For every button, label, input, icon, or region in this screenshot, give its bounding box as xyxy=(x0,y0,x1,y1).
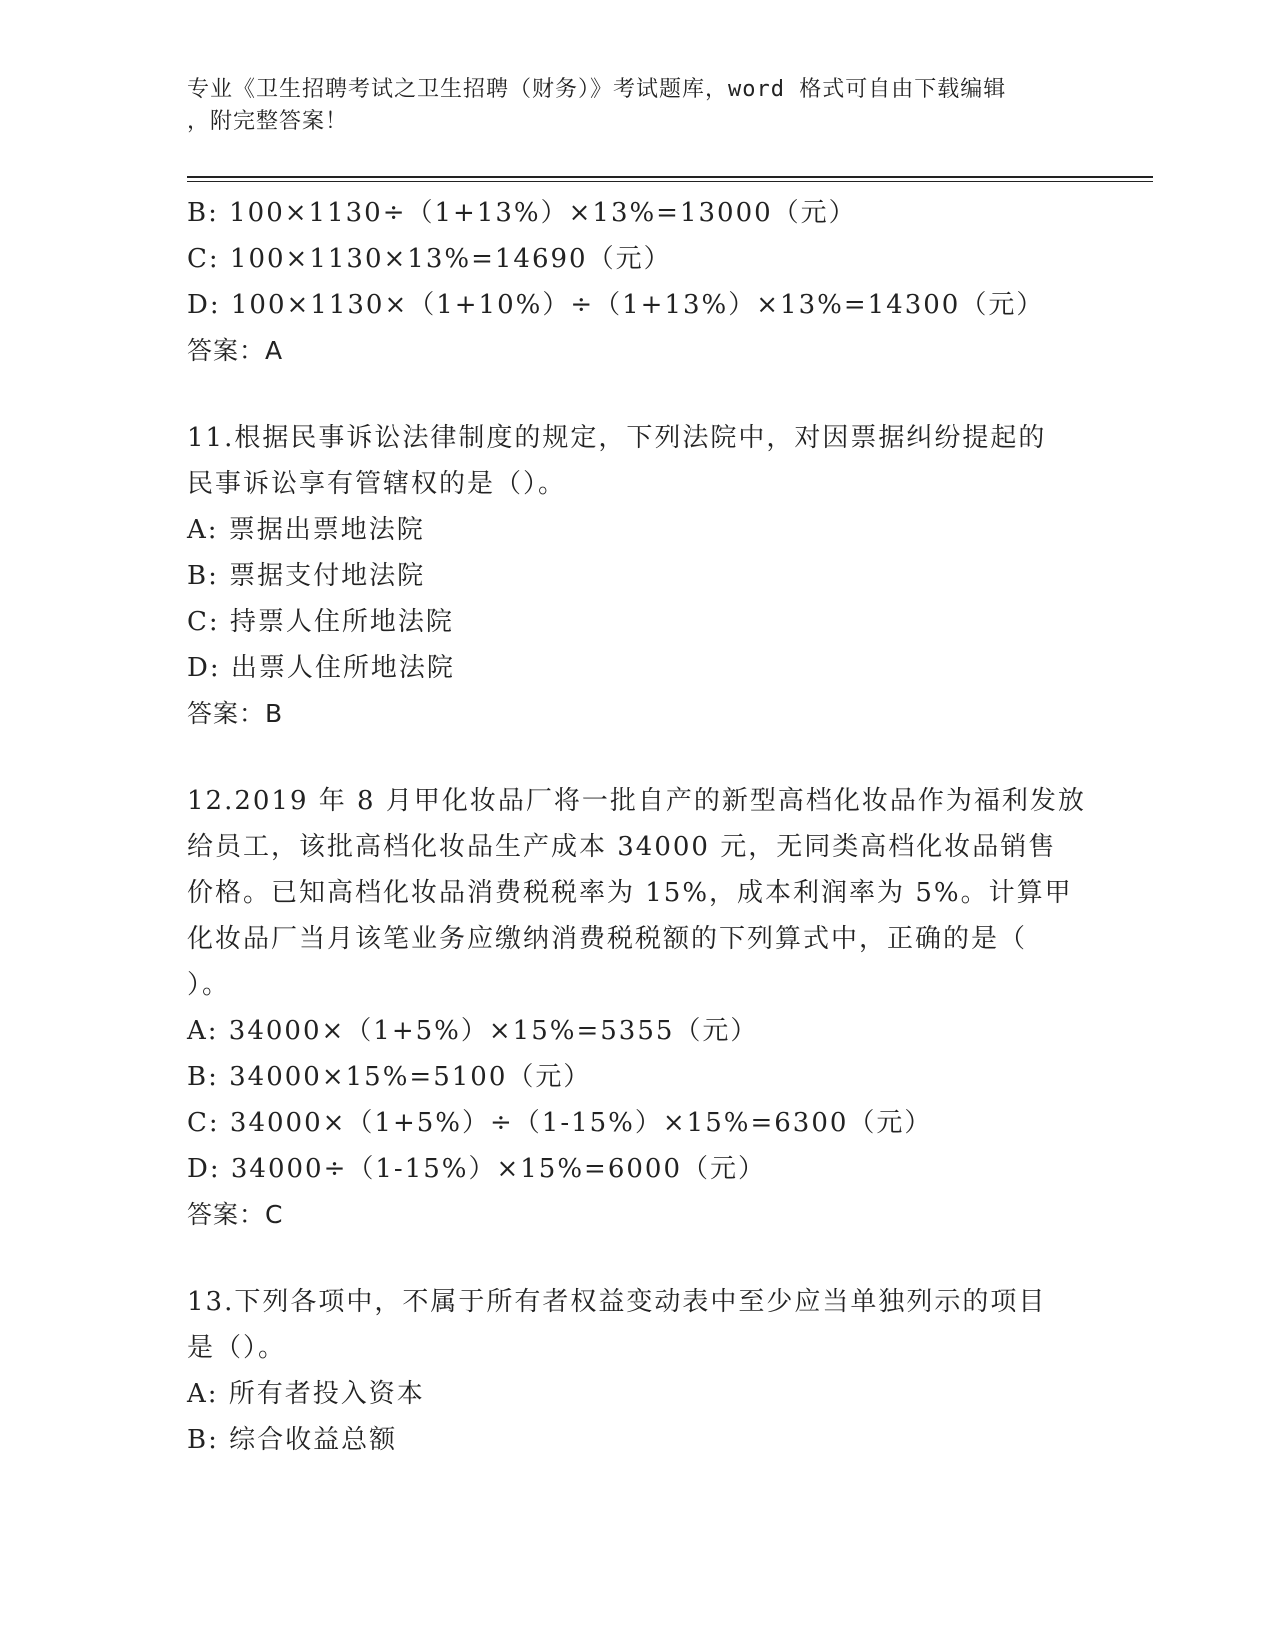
header-divider-bottom xyxy=(187,181,1153,182)
question-text-line: 13.下列各项中，不属于所有者权益变动表中至少应当单独列示的项目 xyxy=(187,1287,1047,1317)
option-b: B: 34000×15%=5100（元） xyxy=(187,1062,592,1092)
option-b: B: 票据支付地法院 xyxy=(187,561,426,591)
spacer xyxy=(187,374,1087,415)
option-b: B: 综合收益总额 xyxy=(187,1425,398,1455)
question-text-line: ）。 xyxy=(187,970,231,1000)
question-10-continued xyxy=(187,190,1087,374)
spacer xyxy=(187,737,1087,778)
question-text-line: 给员工，该批高档化妆品生产成本 34000 元，无同类高档化妆品销售 xyxy=(187,832,1057,862)
option-d: D: 34000÷（1-15%）×15%=6000（元） xyxy=(187,1154,767,1184)
option-c: C: 34000×（1+5%）÷（1-15%）×15%=6300（元） xyxy=(187,1108,933,1138)
header-divider-top xyxy=(187,176,1153,178)
question-text-line: 11.根据民事诉讼法律制度的规定，下列法院中，对因票据纠纷提起的 xyxy=(187,423,1047,453)
option-c: C: 100×1130×13%=14690（元） xyxy=(187,244,672,274)
option-a: A: 34000×（1+5%）×15%=5355（元） xyxy=(187,1016,759,1046)
option-d: D: 出票人住所地法院 xyxy=(187,653,455,683)
question-12 xyxy=(187,778,1087,1238)
option-a: A: 所有者投入资本 xyxy=(187,1379,425,1409)
option-a: A: 票据出票地法院 xyxy=(187,515,425,545)
header-line-1: 专业《卫生招聘考试之卫生招聘（财务）》考试题库，word 格式可自由下载编辑 xyxy=(187,77,1007,102)
question-11 xyxy=(187,415,1087,737)
answer-label: 答案：B xyxy=(187,699,284,728)
spacer xyxy=(187,1238,1087,1279)
question-text-line: 民事诉讼享有管辖权的是（）。 xyxy=(187,469,567,499)
question-13 xyxy=(187,1279,1087,1463)
document-header xyxy=(187,74,1087,138)
answer-label: 答案：C xyxy=(187,1200,284,1229)
option-b: B: 100×1130÷（1+13%）×13%=13000（元） xyxy=(187,198,857,228)
option-d: D: 100×1130×（1+10%）÷（1+13%）×13%=14300（元） xyxy=(187,290,1045,320)
question-list xyxy=(187,190,1087,1463)
question-text-line: 是（）。 xyxy=(187,1333,287,1363)
question-text-line: 化妆品厂当月该笔业务应缴纳消费税税额的下列算式中，正确的是（ xyxy=(187,924,1028,954)
question-text-line: 价格。已知高档化妆品消费税税率为 15%，成本利润率为 5%。计算甲 xyxy=(187,878,1073,908)
question-text-line: 12.2019 年 8 月甲化妆品厂将一批自产的新型高档化妆品作为福利发放 xyxy=(187,786,1086,816)
header-line-2: ，附完整答案！ xyxy=(187,109,349,134)
answer-label: 答案：A xyxy=(187,336,284,365)
option-c: C: 持票人住所地法院 xyxy=(187,607,454,637)
